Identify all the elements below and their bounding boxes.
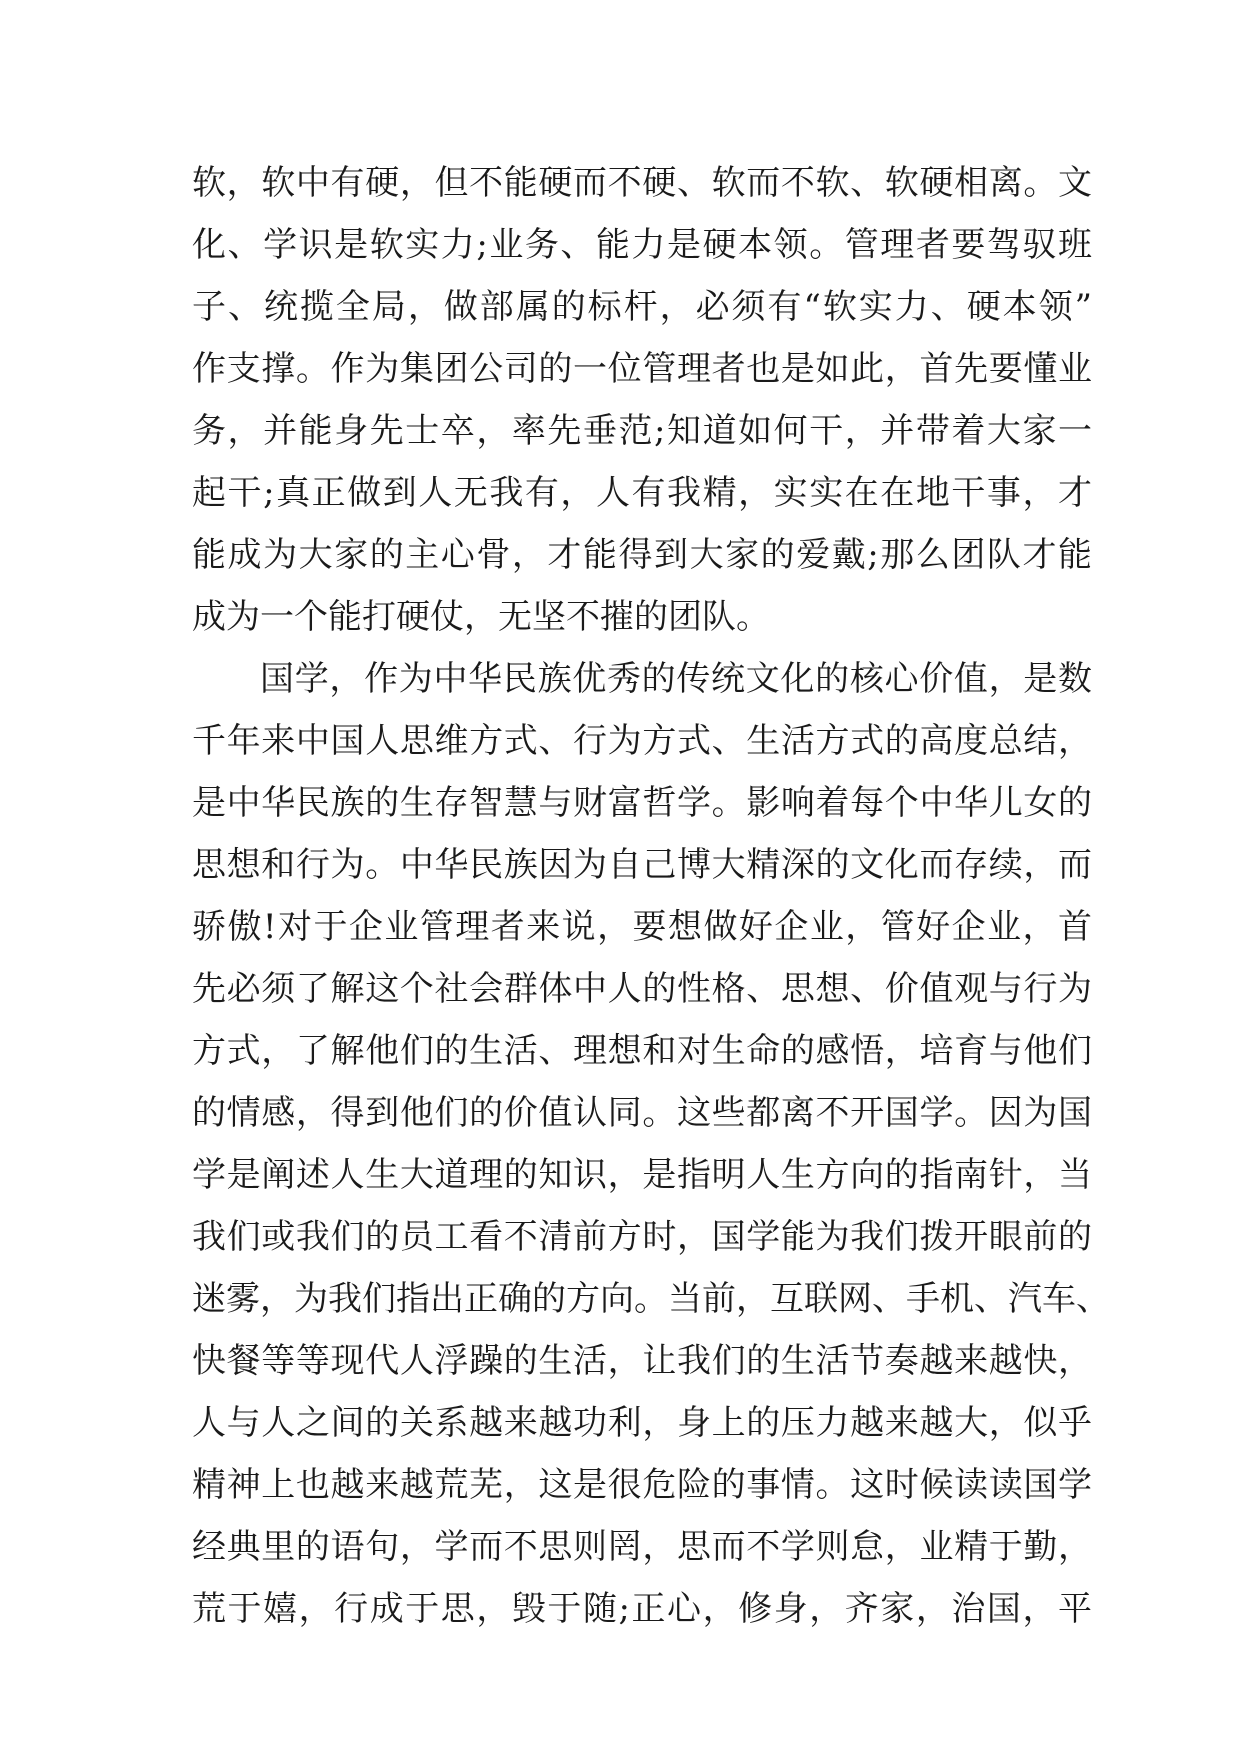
text-line: 能成为大家的主心骨，才能得到大家的爱戴;那么团队才能 [192,535,1092,575]
text-line: 作支撑。作为集团公司的一位管理者也是如此，首先要懂业 [192,349,1092,389]
text-line: 千年来中国人思维方式、行为方式、生活方式的高度总结， [192,721,1092,761]
text-line: 荒于嬉，行成于思，毁于随;正心，修身，齐家，治国，平 [192,1589,1092,1629]
text-line: 思想和行为。中华民族因为自己博大精深的文化而存续，而 [192,845,1092,885]
text-line: 起干;真正做到人无我有，人有我精，实实在在地干事，才 [192,473,1092,513]
text-line: 的情感，得到他们的价值认同。这些都离不开国学。因为国 [192,1093,1092,1133]
text-line: 软，软中有硬，但不能硬而不硬、软而不软、软硬相离。文 [192,163,1092,203]
text-line: 人与人之间的关系越来越功利，身上的压力越来越大，似乎 [192,1403,1092,1443]
text-line: 化、学识是软实力;业务、能力是硬本领。管理者要驾驭班 [192,225,1092,265]
text-line: 子、统揽全局，做部属的标杆，必须有“软实力、硬本领” [192,287,1092,327]
text-line: 我们或我们的员工看不清前方时，国学能为我们拨开眼前的 [192,1217,1092,1257]
text-line: 精神上也越来越荒芜，这是很危险的事情。这时候读读国学 [192,1465,1092,1505]
text-line: 成为一个能打硬仗，无坚不摧的团队。 [192,597,770,637]
text-line: 先必须了解这个社会群体中人的性格、思想、价值观与行为 [192,969,1092,1009]
text-line: 是中华民族的生存智慧与财富哲学。影响着每个中华儿女的 [192,783,1092,823]
text-line: 经典里的语句，学而不思则罔，思而不学则怠，业精于勤， [192,1527,1092,1567]
text-line: 快餐等等现代人浮躁的生活，让我们的生活节奏越来越快， [192,1341,1092,1381]
text-line: 骄傲!对于企业管理者来说，要想做好企业，管好企业，首 [192,907,1092,947]
body-text [192,152,1110,1640]
text-line: 方式，了解他们的生活、理想和对生命的感悟，培育与他们 [192,1031,1092,1071]
text-line: 学是阐述人生大道理的知识，是指明人生方向的指南针，当 [192,1155,1092,1195]
text-line: 务，并能身先士卒，率先垂范;知道如何干，并带着大家一 [192,411,1092,451]
text-line: 迷雾，为我们指出正确的方向。当前，互联网、手机、汽车、 [192,1279,1110,1319]
paragraph-first-line: 国学，作为中华民族优秀的传统文化的核心价值，是数 [260,659,1092,699]
